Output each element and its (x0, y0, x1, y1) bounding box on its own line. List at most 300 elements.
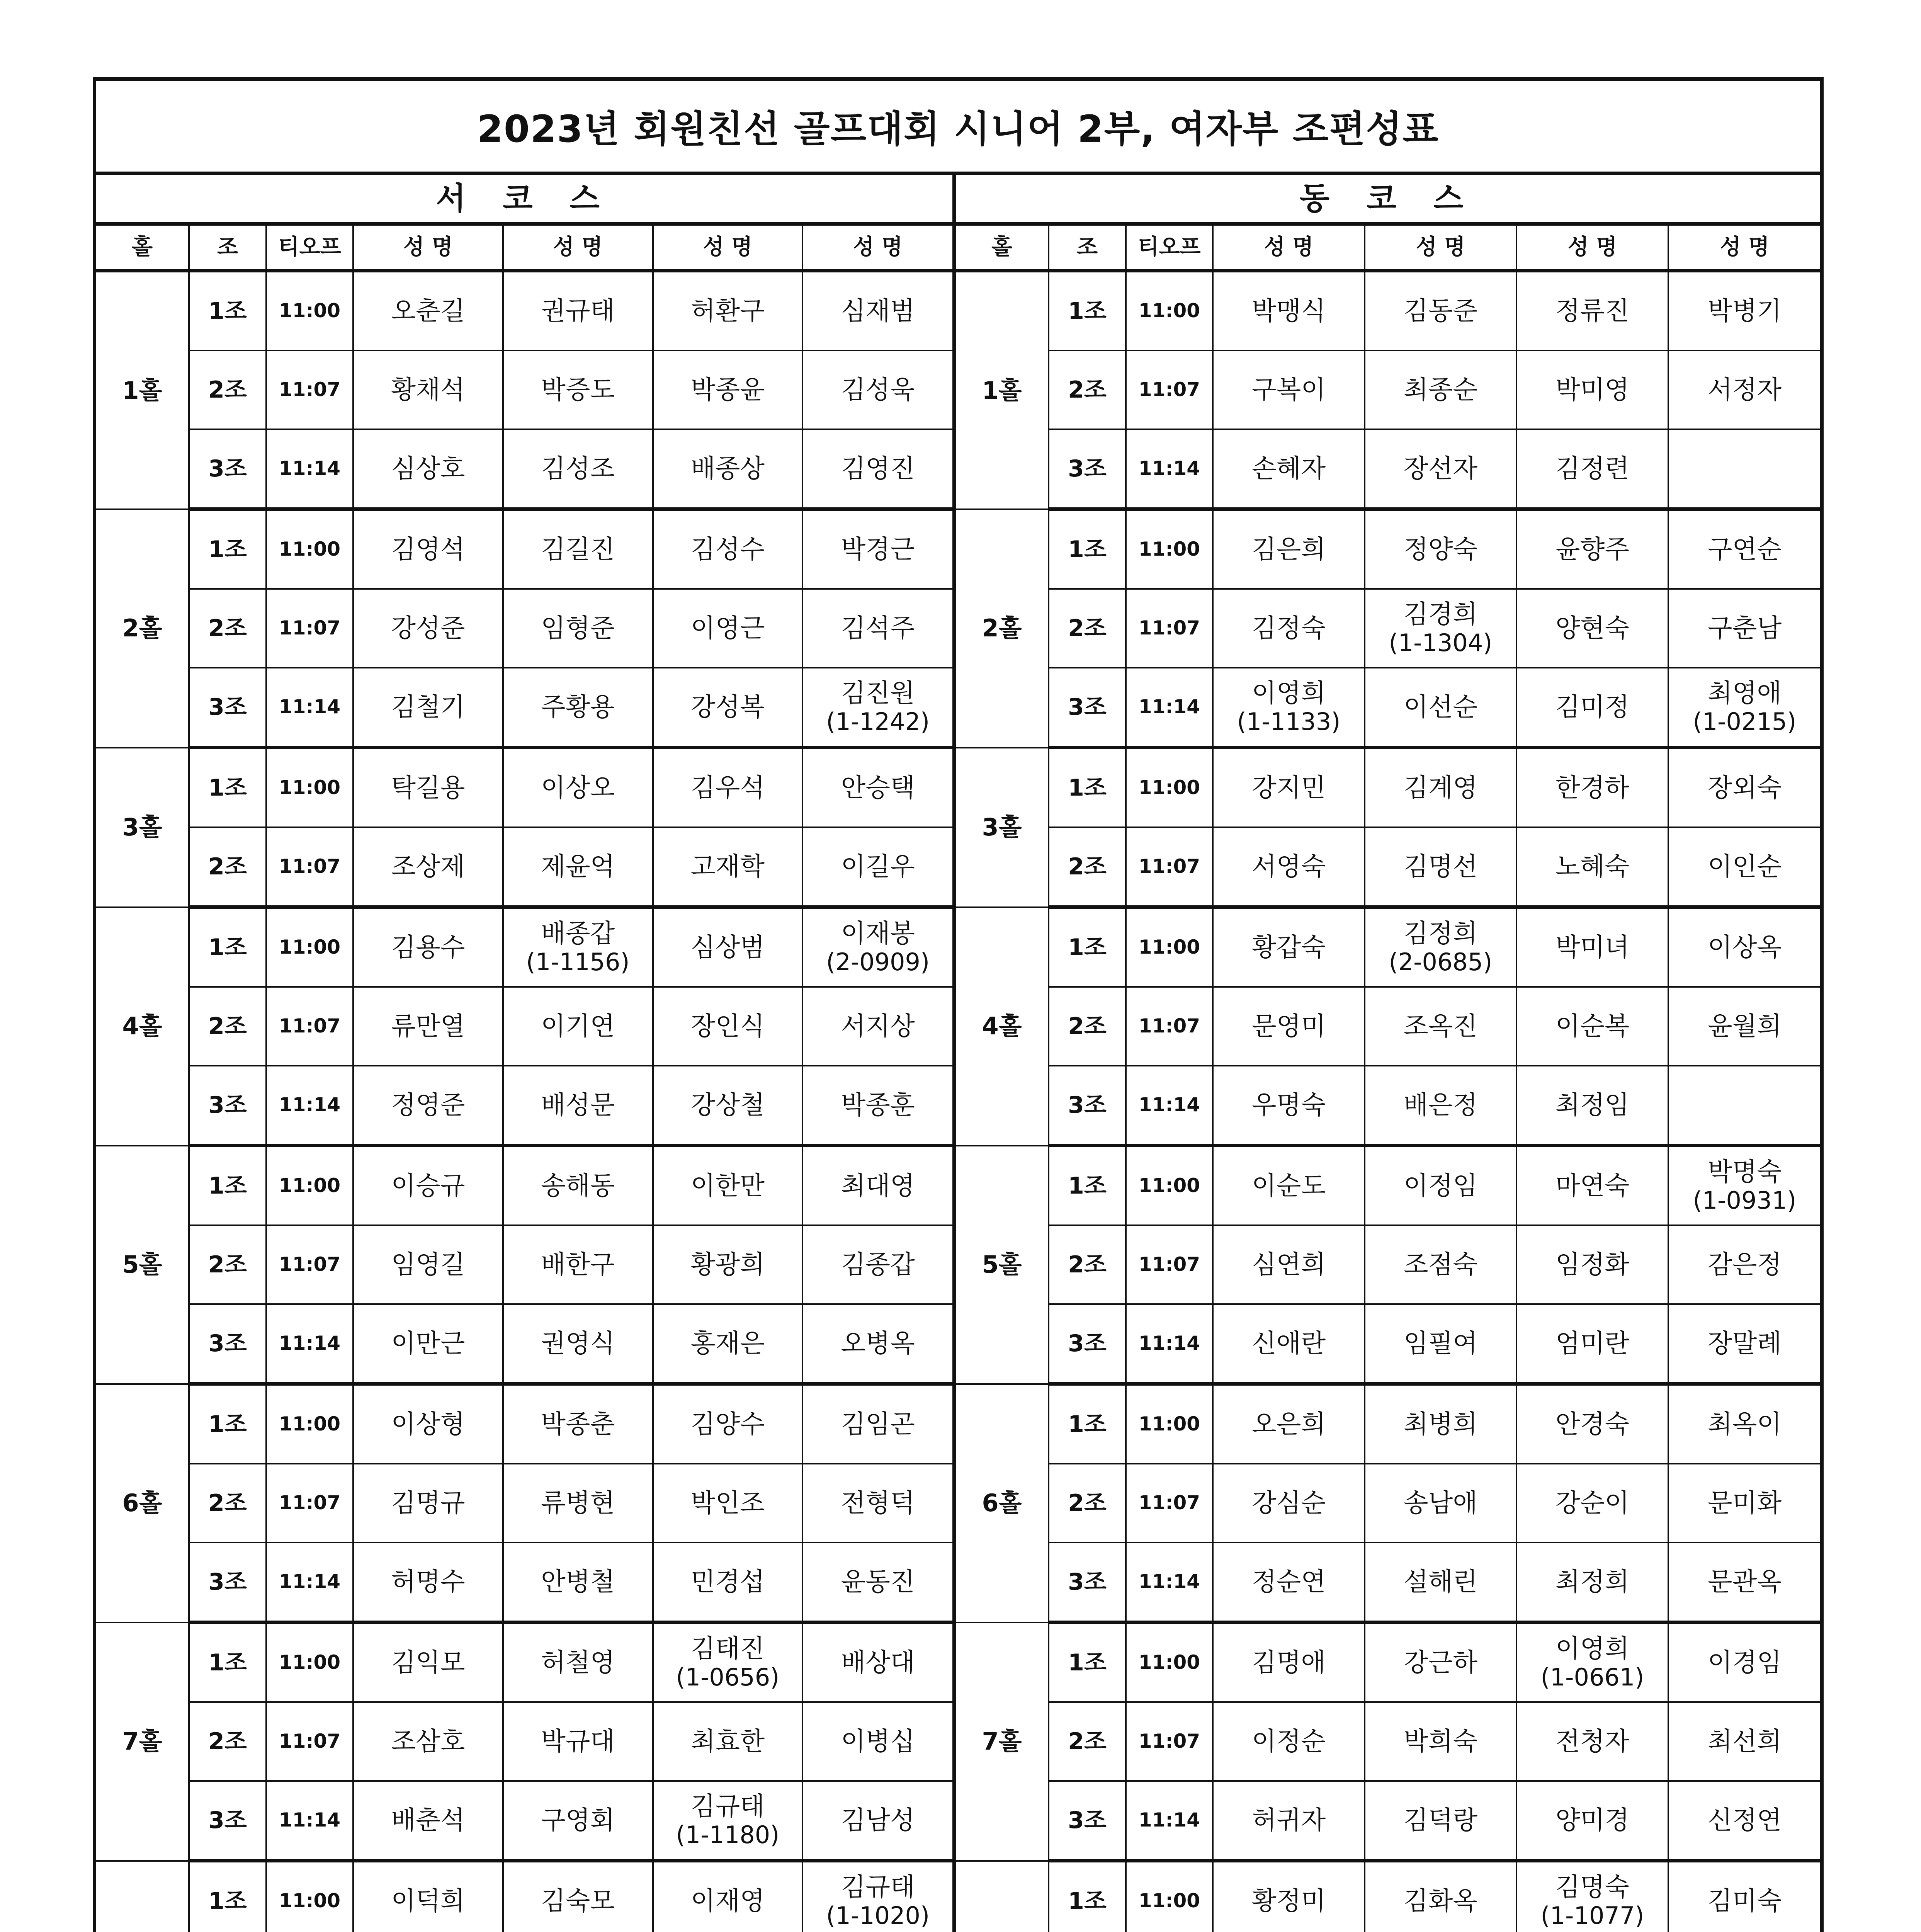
table-row (96, 429, 952, 509)
player-cell (1365, 509, 1516, 589)
player-cell (503, 1861, 653, 1932)
tee-time: 11:00 (1126, 748, 1213, 828)
table-row (956, 509, 1820, 589)
tee-time: 11:07 (266, 1464, 353, 1543)
player-name: 강지민 (1251, 773, 1326, 803)
player-name: 강상철 (690, 1090, 765, 1120)
player-cell (653, 350, 803, 429)
member-number: (1-1304) (1389, 629, 1493, 657)
player-cell (653, 987, 803, 1066)
player-name: 박맹식 (1251, 296, 1326, 326)
player-name: 류만열 (391, 1011, 465, 1041)
player-cell (1365, 1225, 1516, 1304)
group-label: 3조 (189, 668, 266, 748)
table-row (96, 668, 952, 748)
player-name: 신정연 (1707, 1805, 1782, 1835)
player-name: 박병기 (1707, 296, 1782, 326)
player-cell (802, 1464, 952, 1543)
player-name: 최정임 (1555, 1090, 1630, 1120)
player-cell (353, 987, 503, 1066)
hole-label: 4홀 (956, 907, 1049, 1146)
player-cell (653, 1464, 803, 1543)
tee-time: 11:14 (266, 1781, 353, 1861)
group-label: 1조 (1049, 907, 1126, 987)
player-cell (802, 1861, 952, 1932)
player-cell (1668, 668, 1820, 748)
player-name: 박종훈 (841, 1090, 915, 1120)
player-cell (1213, 350, 1365, 429)
table-row (956, 668, 1820, 748)
player-cell (1516, 748, 1668, 828)
table-row (96, 1781, 952, 1861)
hole-label: 6홀 (96, 1384, 189, 1622)
player-name: 김숙모 (541, 1886, 615, 1916)
table-row (956, 1702, 1820, 1781)
tee-time: 11:00 (266, 907, 353, 987)
group-label: 2조 (189, 1702, 266, 1781)
player-cell (653, 1146, 803, 1226)
player-cell (1516, 1304, 1668, 1384)
table-row (956, 1384, 1820, 1464)
name-column-header: 성 명 (1668, 224, 1820, 271)
player-cell (503, 1304, 653, 1384)
player-name: 배은정 (1403, 1090, 1478, 1120)
group-label: 3조 (189, 1781, 266, 1861)
player-cell (1365, 350, 1516, 429)
tee-time: 11:00 (1126, 271, 1213, 351)
player-cell (503, 509, 653, 589)
player-name: 구영회 (541, 1805, 615, 1835)
player-cell (503, 1146, 653, 1226)
tee-time: 11:14 (1126, 1543, 1213, 1622)
group-label: 1조 (1049, 1384, 1126, 1464)
player-cell (353, 1304, 503, 1384)
tee-time: 11:00 (266, 1384, 353, 1464)
player-cell (1213, 748, 1365, 828)
player-name: 박규대 (541, 1726, 615, 1757)
player-cell (1213, 668, 1365, 748)
tee-time: 11:14 (266, 429, 353, 509)
player-name: 최옥이 (1707, 1409, 1782, 1439)
group-label: 1조 (1049, 509, 1126, 589)
player-name: 안병철 (541, 1567, 615, 1597)
player-name: 문관옥 (1707, 1567, 1782, 1597)
player-name: 이영근 (690, 613, 765, 643)
player-cell (1213, 827, 1365, 907)
player-cell (353, 827, 503, 907)
hole-label: 5홀 (96, 1146, 189, 1384)
player-name: 김태진 (690, 1634, 765, 1664)
player-cell (353, 1622, 503, 1702)
player-name: 장말례 (1707, 1328, 1782, 1359)
player-cell (1516, 1861, 1668, 1932)
group-label: 2조 (189, 1225, 266, 1304)
table-row (96, 1622, 952, 1702)
tee-time: 11:07 (1126, 987, 1213, 1066)
player-name: 배춘석 (391, 1805, 465, 1835)
group-label: 3조 (189, 1543, 266, 1622)
tee-time: 11:14 (1126, 1304, 1213, 1384)
player-name: 강근하 (1403, 1648, 1478, 1678)
player-cell (503, 1225, 653, 1304)
player-name: 이상옥 (1707, 932, 1782, 963)
player-cell (1213, 1225, 1365, 1304)
player-cell (1668, 429, 1820, 509)
player-name: 엄미란 (1555, 1328, 1630, 1359)
table-row (956, 748, 1820, 828)
player-cell (1516, 1146, 1668, 1226)
hole-label: 7홀 (96, 1622, 189, 1861)
player-cell (1668, 1384, 1820, 1464)
course-grid (96, 175, 1820, 1932)
table-row (956, 589, 1820, 668)
player-name: 황채석 (391, 375, 465, 405)
player-name: 배종갑 (541, 918, 615, 949)
player-name: 허환구 (690, 296, 765, 326)
player-name: 한경하 (1555, 773, 1630, 803)
name-column-header: 성 명 (1365, 224, 1516, 271)
player-name: 김정희 (1403, 918, 1478, 949)
player-name: 김명규 (391, 1488, 465, 1518)
player-cell (1668, 509, 1820, 589)
tee-time: 11:14 (1126, 668, 1213, 748)
tee-time: 11:07 (266, 987, 353, 1066)
player-name: 오병옥 (841, 1328, 915, 1359)
player-cell (653, 1543, 803, 1622)
player-name: 이한만 (690, 1171, 765, 1201)
group-label: 2조 (189, 1464, 266, 1543)
player-cell (1213, 429, 1365, 509)
player-cell (1668, 1304, 1820, 1384)
player-name: 이순복 (1555, 1011, 1630, 1041)
player-name: 이병십 (841, 1726, 915, 1757)
player-name: 배상대 (841, 1648, 915, 1678)
player-name: 김진원 (841, 678, 915, 708)
player-name: 김영진 (841, 454, 915, 484)
player-cell (802, 271, 952, 351)
player-cell (1213, 1861, 1365, 1932)
tee-time: 11:00 (1126, 1861, 1213, 1932)
player-name: 김양수 (690, 1409, 765, 1439)
tee-time: 11:14 (1126, 1066, 1213, 1146)
player-cell (1213, 987, 1365, 1066)
player-cell (353, 1146, 503, 1226)
player-cell (653, 429, 803, 509)
tee-time: 11:00 (1126, 1622, 1213, 1702)
player-cell (653, 668, 803, 748)
name-column-header: 성 명 (802, 224, 952, 271)
player-cell (802, 668, 952, 748)
player-name: 김성욱 (841, 375, 915, 405)
west-course (96, 175, 956, 1932)
player-name: 정양숙 (1403, 534, 1478, 565)
player-name: 김길진 (541, 534, 615, 565)
group-label: 2조 (1049, 350, 1126, 429)
page-title: 2023년 회원친선 골프대회 시니어 2부, 여자부 조편성표 (96, 81, 1820, 175)
player-cell (1365, 1066, 1516, 1146)
player-name: 윤향주 (1555, 534, 1630, 565)
player-name: 오춘길 (391, 296, 465, 326)
table-row (96, 1861, 952, 1932)
player-name: 구연순 (1707, 534, 1782, 565)
player-cell (1516, 1702, 1668, 1781)
player-cell (653, 1702, 803, 1781)
player-cell (503, 1384, 653, 1464)
group-label: 1조 (189, 509, 266, 589)
player-cell (1668, 1464, 1820, 1543)
player-cell (353, 1861, 503, 1932)
player-name: 이순도 (1251, 1171, 1326, 1201)
hole-label: 3홀 (96, 748, 189, 907)
tee-time: 11:14 (266, 1304, 353, 1384)
member-number: (1-0931) (1693, 1186, 1797, 1215)
player-cell (802, 987, 952, 1066)
table-row (956, 1622, 1820, 1702)
player-cell (1213, 1543, 1365, 1622)
tee-time: 11:14 (266, 668, 353, 748)
player-cell (802, 1384, 952, 1464)
player-name: 이경임 (1707, 1648, 1782, 1678)
table-row (96, 1702, 952, 1781)
player-cell (802, 1066, 952, 1146)
group-label: 1조 (189, 1861, 266, 1932)
player-cell (1668, 589, 1820, 668)
player-cell (353, 1781, 503, 1861)
player-name: 김규태 (690, 1791, 765, 1821)
hole-label: 4홀 (96, 907, 189, 1146)
player-cell (503, 429, 653, 509)
player-cell (1213, 1622, 1365, 1702)
hole-label (956, 1861, 1049, 1932)
player-name: 제윤억 (541, 852, 615, 882)
player-name: 이기연 (541, 1011, 615, 1041)
hole-label: 2홀 (956, 509, 1049, 748)
tee-time: 11:07 (1126, 350, 1213, 429)
group-label: 1조 (1049, 1861, 1126, 1932)
group-label: 1조 (189, 1146, 266, 1226)
player-cell (802, 1543, 952, 1622)
member-number: (1-0215) (1693, 707, 1797, 736)
table-row (956, 1543, 1820, 1622)
player-cell (1365, 1543, 1516, 1622)
west-course-table (96, 175, 952, 1932)
player-name: 임영길 (391, 1250, 465, 1280)
player-cell (353, 1543, 503, 1622)
hole-label: 1홀 (96, 271, 189, 509)
table-row (956, 1781, 1820, 1861)
player-name: 최정희 (1555, 1567, 1630, 1597)
player-name: 박종춘 (541, 1409, 615, 1439)
player-name: 심상호 (391, 454, 465, 484)
group-label: 2조 (189, 827, 266, 907)
player-cell (653, 271, 803, 351)
tee-time: 11:00 (266, 1146, 353, 1226)
player-cell (802, 429, 952, 509)
group-label: 1조 (189, 748, 266, 828)
player-name: 김임곤 (841, 1409, 915, 1439)
group-label: 2조 (1049, 1225, 1126, 1304)
player-name: 박미영 (1555, 375, 1630, 405)
player-cell (802, 350, 952, 429)
player-name: 감은정 (1707, 1250, 1782, 1280)
player-name: 황갑숙 (1251, 932, 1326, 963)
player-name: 배성문 (541, 1090, 615, 1120)
player-cell (802, 907, 952, 987)
player-cell (1213, 1384, 1365, 1464)
player-cell (1516, 589, 1668, 668)
player-name: 장외숙 (1707, 773, 1782, 803)
player-name: 노혜숙 (1555, 852, 1630, 882)
member-number: (1-1180) (676, 1821, 780, 1849)
table-row (956, 1146, 1820, 1226)
table-row (96, 1384, 952, 1464)
player-name: 김동준 (1403, 296, 1478, 326)
hole-label: 2홀 (96, 509, 189, 748)
player-cell (653, 1622, 803, 1702)
player-name: 이재영 (690, 1886, 765, 1916)
player-cell (653, 827, 803, 907)
player-name: 박경근 (841, 534, 915, 565)
player-name: 강순이 (1555, 1488, 1630, 1518)
player-name: 김미정 (1555, 692, 1630, 722)
player-name: 정영준 (391, 1090, 465, 1120)
player-cell (1668, 271, 1820, 351)
player-cell (1668, 1702, 1820, 1781)
player-cell (1668, 987, 1820, 1066)
player-name: 홍재은 (690, 1328, 765, 1359)
player-cell (802, 1225, 952, 1304)
player-name: 류병현 (541, 1488, 615, 1518)
player-name: 최영애 (1707, 678, 1782, 708)
tee-time: 11:14 (1126, 429, 1213, 509)
hole-label (96, 1861, 189, 1932)
player-cell (353, 271, 503, 351)
player-cell (503, 589, 653, 668)
group-label: 2조 (1049, 1464, 1126, 1543)
group-label: 3조 (1049, 1066, 1126, 1146)
player-cell (1668, 1225, 1820, 1304)
player-name: 김영석 (391, 534, 465, 565)
table-row (956, 1861, 1820, 1932)
hole-column-header: 홀 (96, 224, 189, 271)
player-name: 김남성 (841, 1805, 915, 1835)
player-name: 윤월희 (1707, 1011, 1782, 1041)
player-name: 김계영 (1403, 773, 1478, 803)
player-name: 이정임 (1403, 1171, 1478, 1201)
player-cell (1668, 1622, 1820, 1702)
member-number: (2-0909) (826, 948, 930, 976)
tee-time: 11:14 (1126, 1781, 1213, 1861)
hole-label: 3홀 (956, 748, 1049, 907)
player-cell (802, 1702, 952, 1781)
player-cell (353, 350, 503, 429)
group-label: 1조 (189, 907, 266, 987)
tee-time: 11:00 (266, 509, 353, 589)
member-number: (1-0661) (1540, 1663, 1644, 1692)
player-cell (503, 1464, 653, 1543)
tee-time: 11:07 (266, 1225, 353, 1304)
player-cell (1365, 589, 1516, 668)
hole-label: 7홀 (956, 1622, 1049, 1861)
player-name: 장선자 (1403, 454, 1478, 484)
player-name: 김규태 (841, 1872, 915, 1902)
player-cell (503, 1622, 653, 1702)
tee-time: 11:00 (1126, 509, 1213, 589)
player-name: 설해린 (1403, 1567, 1478, 1597)
player-name: 조상제 (391, 852, 465, 882)
player-name: 장인식 (690, 1011, 765, 1041)
player-name: 배한구 (541, 1250, 615, 1280)
group-label: 2조 (1049, 589, 1126, 668)
table-row (96, 1304, 952, 1384)
group-label: 3조 (189, 1066, 266, 1146)
player-name: 조삼호 (391, 1726, 465, 1757)
player-cell (353, 429, 503, 509)
player-name: 김철기 (391, 692, 465, 722)
player-cell (802, 509, 952, 589)
player-name: 김미숙 (1707, 1886, 1782, 1916)
player-cell (1668, 350, 1820, 429)
player-cell (1516, 1781, 1668, 1861)
group-label: 1조 (189, 271, 266, 351)
player-name: 김덕랑 (1403, 1805, 1478, 1835)
name-column-header: 성 명 (653, 224, 803, 271)
player-name: 전청자 (1555, 1726, 1630, 1757)
group-label: 2조 (1049, 987, 1126, 1066)
player-name: 김우석 (690, 773, 765, 803)
player-name: 황광희 (690, 1250, 765, 1280)
player-name: 임필여 (1403, 1328, 1478, 1359)
tee-time: 11:07 (266, 1702, 353, 1781)
player-name: 심상범 (690, 932, 765, 963)
tee-time: 11:07 (266, 589, 353, 668)
player-name: 이정순 (1251, 1726, 1326, 1757)
table-row (96, 748, 952, 828)
player-name: 이길우 (841, 852, 915, 882)
player-name: 김성수 (690, 534, 765, 565)
player-name: 정순연 (1251, 1567, 1326, 1597)
player-name: 민경섭 (690, 1567, 765, 1597)
player-cell (1516, 350, 1668, 429)
player-name: 이선순 (1403, 692, 1478, 722)
player-name: 조점숙 (1403, 1250, 1478, 1280)
player-cell (1213, 271, 1365, 351)
east-course-body (956, 271, 1820, 1932)
player-cell (1668, 1543, 1820, 1622)
table-row (956, 987, 1820, 1066)
player-name: 권규태 (541, 296, 615, 326)
player-name: 구복이 (1251, 375, 1326, 405)
east-course-table (956, 175, 1820, 1932)
player-cell (1213, 589, 1365, 668)
player-name: 고재학 (690, 852, 765, 882)
player-cell (1365, 1702, 1516, 1781)
player-cell (1516, 1384, 1668, 1464)
table-row (956, 429, 1820, 509)
player-name: 이승규 (391, 1171, 465, 1201)
player-name: 손혜자 (1251, 454, 1326, 484)
player-name: 이상형 (391, 1409, 465, 1439)
player-cell (353, 1225, 503, 1304)
hole-column-header: 홀 (956, 224, 1049, 271)
player-cell (802, 1304, 952, 1384)
member-number: (2-0685) (1389, 948, 1493, 976)
tee-time: 11:07 (1126, 1225, 1213, 1304)
tee-time: 11:00 (1126, 907, 1213, 987)
player-cell (503, 1066, 653, 1146)
player-name: 송남애 (1403, 1488, 1478, 1518)
player-cell (503, 350, 653, 429)
